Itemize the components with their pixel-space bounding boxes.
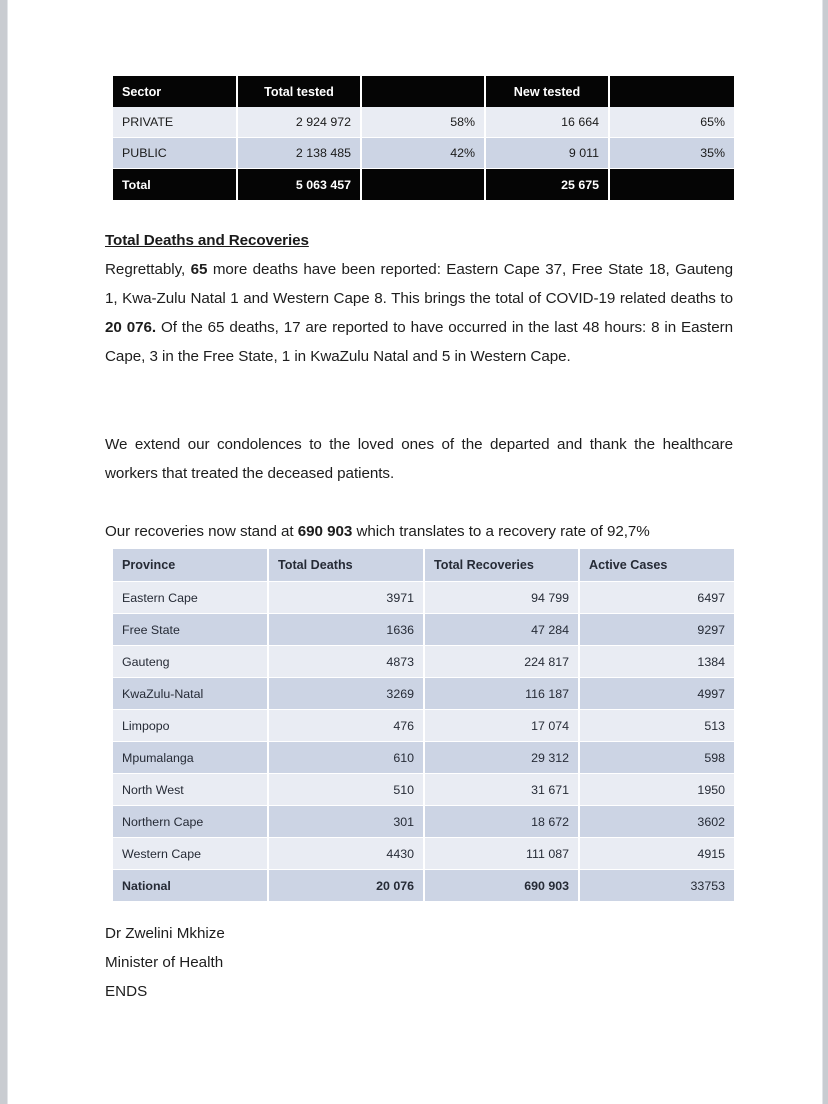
recoveries-section — [105, 517, 733, 546]
table-row — [113, 678, 734, 710]
cell-active: 1950 — [579, 774, 734, 806]
column-header-sector: Sector — [113, 76, 237, 107]
cell-total-pct: 58% — [361, 107, 485, 138]
cell-province: Free State — [113, 614, 268, 646]
table-header-row — [113, 76, 734, 107]
cell-recoveries: 31 671 — [424, 774, 579, 806]
cell-new-tested: 9 011 — [485, 138, 609, 169]
cell-province: Limpopo — [113, 710, 268, 742]
cell-deaths: 610 — [268, 742, 424, 774]
table-row — [113, 806, 734, 838]
cell-national-active: 33753 — [579, 870, 734, 902]
cell-active: 513 — [579, 710, 734, 742]
table-total-row — [113, 169, 734, 201]
table-row — [113, 107, 734, 138]
cell-active: 4915 — [579, 838, 734, 870]
signature-title: Minister of Health — [105, 954, 224, 971]
table-row — [113, 774, 734, 806]
cell-total-tested: 2 924 972 — [237, 107, 361, 138]
cell-recoveries: 94 799 — [424, 582, 579, 614]
column-header-total-tested: Total tested — [237, 76, 361, 107]
column-header-new-tested: New tested — [485, 76, 609, 107]
cell-national-recoveries: 690 903 — [424, 870, 579, 902]
paragraph-recoveries — [105, 517, 733, 546]
para-bold-total-deaths: 20 076. — [105, 319, 157, 336]
cell-new-tested: 16 664 — [485, 107, 609, 138]
cell-national-deaths: 20 076 — [268, 870, 424, 902]
cell-total-tested: 2 138 485 — [237, 138, 361, 169]
cell-recoveries: 47 284 — [424, 614, 579, 646]
cell-new-tested-sum: 25 675 — [485, 169, 609, 201]
table-national-row — [113, 870, 734, 902]
cell-recoveries: 18 672 — [424, 806, 579, 838]
column-header-total-deaths: Total Deaths — [268, 549, 424, 582]
cell-province: Mpumalanga — [113, 742, 268, 774]
condolences-section — [105, 430, 733, 488]
paragraph-condolences: We extend our condolences to the loved ones of the departed and thank the healthcare workers that treated the deceased patients. — [105, 436, 733, 482]
cell-province: North West — [113, 774, 268, 806]
table-row — [113, 710, 734, 742]
column-header-active-cases: Active Cases — [579, 549, 734, 582]
recoveries-bold-count: 690 903 — [297, 523, 353, 540]
cell-deaths: 1636 — [268, 614, 424, 646]
para-text-3: Of the 65 deaths, 17 are reported to have occurred in the last 48 hours: 8 in Eastern Cape, 3 in the Free State, 1 in KwaZulu Natal and 5 in Western Cape. — [105, 319, 734, 365]
table-row — [113, 138, 734, 169]
cell-new-pct-sum — [609, 169, 734, 201]
sector-testing-table — [113, 76, 734, 200]
cell-total-pct: 42% — [361, 138, 485, 169]
cell-recoveries: 111 087 — [424, 838, 579, 870]
table-row — [113, 582, 734, 614]
cell-active: 9297 — [579, 614, 734, 646]
cell-province: KwaZulu-Natal — [113, 678, 268, 710]
cell-recoveries: 17 074 — [424, 710, 579, 742]
cell-active: 1384 — [579, 646, 734, 678]
table-header-row — [113, 549, 734, 582]
column-header-total-pct — [361, 76, 485, 107]
signature-block — [105, 919, 733, 1006]
cell-recoveries: 116 187 — [424, 678, 579, 710]
cell-deaths: 3269 — [268, 678, 424, 710]
table-row — [113, 838, 734, 870]
cell-sector: PRIVATE — [113, 107, 237, 138]
recoveries-text-2: which translates to a recovery rate of 92,7% — [352, 523, 650, 540]
cell-deaths: 4430 — [268, 838, 424, 870]
paragraph-deaths — [105, 255, 733, 371]
section-heading: Total Deaths and Recoveries — [105, 232, 309, 249]
cell-province: Northern Cape — [113, 806, 268, 838]
column-header-total-recoveries: Total Recoveries — [424, 549, 579, 582]
cell-deaths: 3971 — [268, 582, 424, 614]
cell-deaths: 510 — [268, 774, 424, 806]
cell-recoveries: 29 312 — [424, 742, 579, 774]
cell-sector: PUBLIC — [113, 138, 237, 169]
cell-deaths: 301 — [268, 806, 424, 838]
table-row — [113, 614, 734, 646]
signature-name: Dr Zwelini Mkhize — [105, 925, 225, 942]
cell-province: Eastern Cape — [113, 582, 268, 614]
cell-province: Gauteng — [113, 646, 268, 678]
cell-deaths: 476 — [268, 710, 424, 742]
column-header-province: Province — [113, 549, 268, 582]
cell-deaths: 4873 — [268, 646, 424, 678]
recoveries-text-1: Our recoveries now stand at — [105, 523, 298, 540]
province-statistics-table — [113, 549, 734, 901]
cell-recoveries: 224 817 — [424, 646, 579, 678]
table-row — [113, 742, 734, 774]
cell-national-label: National — [113, 870, 268, 902]
cell-active: 4997 — [579, 678, 734, 710]
table-row — [113, 646, 734, 678]
cell-total-pct-sum — [361, 169, 485, 201]
cell-active: 3602 — [579, 806, 734, 838]
cell-new-pct: 65% — [609, 107, 734, 138]
cell-province: Western Cape — [113, 838, 268, 870]
deaths-recoveries-section — [105, 232, 733, 371]
cell-total-label: Total — [113, 169, 237, 201]
document-page — [8, 0, 822, 1104]
para-bold-deaths-count: 65 — [190, 261, 208, 278]
para-text-1: Regrettably, — [105, 261, 191, 278]
cell-active: 6497 — [579, 582, 734, 614]
cell-new-pct: 35% — [609, 138, 734, 169]
cell-active: 598 — [579, 742, 734, 774]
column-header-new-pct — [609, 76, 734, 107]
signature-ends: ENDS — [105, 983, 148, 1000]
para-text-2: more deaths have been reported: Eastern Cape 37, Free State 18, Gauteng 1, Kwa-Zulu Natal 1 and Western Cape 8. This brings the total of COVID-19 related deaths to — [105, 261, 734, 307]
cell-total-tested-sum: 5 063 457 — [237, 169, 361, 201]
